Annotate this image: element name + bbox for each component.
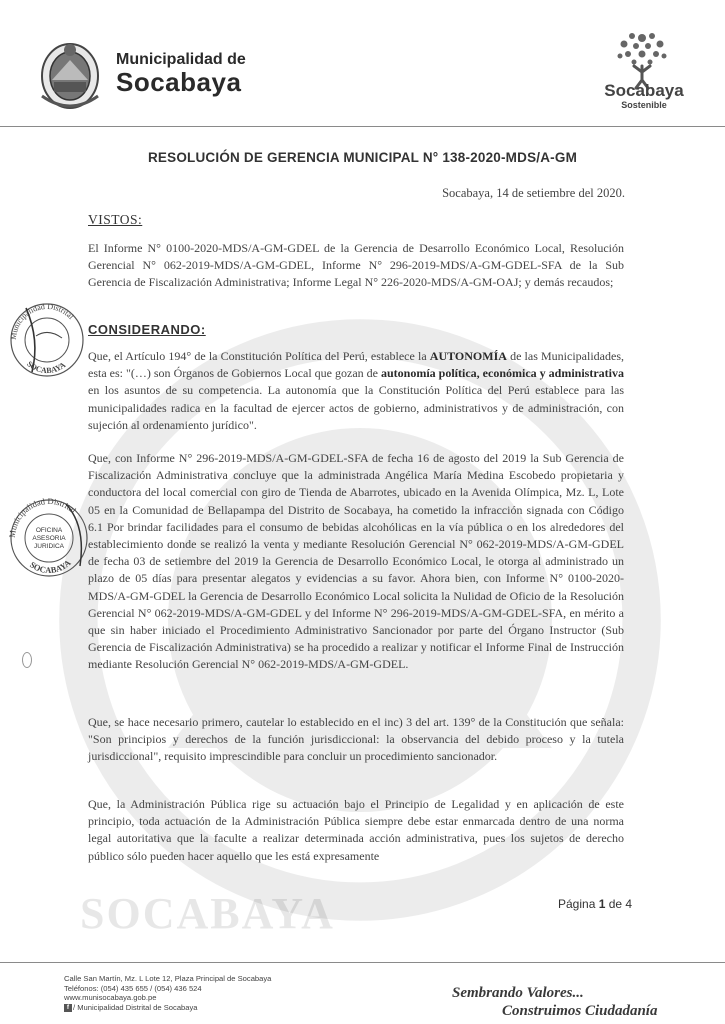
- considerando-paragraph-1: [88, 348, 624, 434]
- stamp1-top-text: Municipalidad Distrital: [8, 301, 76, 341]
- p1-bold-autonomia: AUTONOMÍA: [429, 349, 507, 363]
- footer-contact: [64, 974, 271, 1012]
- municipal-crest-icon: [36, 36, 104, 112]
- considerando-heading: CONSIDERANDO:: [88, 322, 206, 337]
- footer-address: Calle San Martín, Mz. L Lote 12, Plaza Principal de Socabaya: [64, 974, 272, 983]
- stamp2-inner-line2: ASESORIA: [32, 535, 66, 542]
- slogan-line2: Construimos Ciudadanía: [502, 1003, 658, 1019]
- footer-slogan: [452, 984, 702, 1020]
- p1-text-b: de las Municipalidades, esta es: "(…) son Órganos de Gobiernos Local que gozan de: [88, 349, 624, 381]
- stamp2-inner-line1: OFICINA: [35, 527, 63, 534]
- socabaya-sostenible-text: [594, 82, 694, 110]
- facebook-icon: f: [64, 1004, 72, 1012]
- legal-stamp-2: [6, 496, 92, 578]
- considerando-paragraph-3: Que, se hace necesario primero, cautelar lo establecido en el inc) 3 del art. 139° de la Constitución que señala: "Son principios y derechos de la función jurisdiccional: la observancia del debido proceso y la tutela jurisdiccional", requisito imprescindible para concluir un procedimiento sancionador.: [88, 715, 624, 764]
- sostenible-logo-name: Socabaya: [604, 81, 684, 100]
- municipality-name-line1: Municipalidad de: [116, 51, 246, 68]
- vistos-paragraph: El Informe N° 0100-2020-MDS/A-GM-GDEL de la Gerencia de Desarrollo Económico Local, Resolución Gerencial N° 062-2019-MDS/A-GM-GDEL, Informe N° 296-2019-MDS/A-GM-GDEL-SFA de la Sub Gerencia de Fiscalización Administrativa; Informe Legal N° 226-2020-MDS/A-GM-OAJ; y demás recaudos;: [88, 241, 624, 290]
- p1-bold-autonomia-politica: autonomía política, económica y administrativa: [380, 366, 624, 381]
- svg-text:Municipalidad Distrital: [9, 302, 76, 340]
- page-number-total: 4: [625, 897, 633, 911]
- footer-facebook-row: [64, 1003, 271, 1013]
- footer-phones: Teléfonos: (054) 435 655 / (054) 436 524: [64, 983, 202, 993]
- slogan-line1: Sembrando Valores...: [452, 985, 584, 1001]
- considerando-paragraph-2: Que, con Informe N° 296-2019-MDS/A-GM-GDEL-SFA de fecha 16 de agosto del 2019 la Sub Gerencia de Fiscalización Administrativa concluye que la administrada Angélica María Medina Escobedo propietaria y conductora del local comercial con giro de Tienda de Abarrotes, ubicado en la Avenida Olímpica, Mz. L, Lote 05 en la Comunidad de Bellapampa del Distrito de Socabaya, ha cometido la infracción signada con Código 6.1 Por brindar facilidades para el consumo de bebidas alcohólicas en la vía pública o en los alrededores del establecimiento donde se realizó la venta y mediante Resolución Gerencial N° 062-2019-MDS/A-GM-GDEL de fecha 03 de setiembre del 2019 la Gerencia de Desarrollo Económico Local, le otorga al administrado un plazo de 05 días para presentar alegatos y evidencias a su favor. Ahora bien, con Informe N° 0100-2020-MDS/A-GM-GDEL la Gerencia de Desarrollo Económico Local solicita la Nulidad de Oficio de la Resolución Gerencial N° 062-2019-MDS/A-GM-GDEL y del Informe N° 296-2019-MDS/A-GM-GDEL-SFA, en mérito a que sin haber iniciado el Procedimiento Administrativo Sancionador por parte del Órgano Instructor (Sub Gerencia de Fiscalización Administrativa) se ha procedido a realizar y notificar el Informe Final de Instrucción mediante Resolución Gerencial N° 062-2019-MDS/A-GM-GDEL.: [88, 451, 624, 672]
- page-number: [558, 897, 632, 911]
- vistos-heading: VISTOS:: [88, 212, 143, 227]
- resolution-date: Socabaya, 14 de setiembre del 2020.: [442, 186, 625, 200]
- legal-stamp-1: [6, 300, 88, 378]
- footer-divider: [0, 962, 725, 963]
- header-divider: [0, 126, 725, 127]
- p1-text-c: en los asuntos de su competencia. La autonomía que la Constitución Política del Perú establece para las municipalidades radica en la facultad de ejercer actos de gobierno, administrativos y de administración, con sujeción al ordenamiento jurídico".: [88, 383, 624, 432]
- watermark-text: SOCABAYA: [80, 889, 335, 938]
- stamp1-bottom-text: SOCABAYA: [25, 359, 68, 376]
- stamp2-top-text: Municipalidad Distrital: [6, 496, 79, 539]
- page-number-current: 1: [598, 897, 606, 911]
- page-number-sep: de: [605, 897, 626, 911]
- footer-website: www.munisocabaya.gob.pe: [64, 993, 157, 1003]
- considerando-paragraph-4: Que, la Administración Pública rige su actuación bajo el Principio de Legalidad y en aplicación de este principio, toda actuación de la Administración Pública siempre debe estar enmarcada dentro de una norma legal autoritativa que la faculte a realizar determinada acción administrativa, pues los sujetos de derecho público sólo pueden hacer aquello que les está expresamente: [88, 797, 624, 863]
- resolution-title: RESOLUCIÓN DE GERENCIA MUNICIPAL N° 138-2020-MDS/A-GM: [147, 150, 578, 165]
- punch-hole: [22, 652, 32, 668]
- page-number-prefix: Página: [558, 897, 599, 911]
- sostenible-logo-tagline: Sostenible: [621, 100, 667, 110]
- p1-text-a: Que, el Artículo 194° de la Constitución Política del Perú, establece la: [88, 349, 430, 363]
- footer-facebook: / Municipalidad Distrital de Socabaya: [73, 1002, 198, 1012]
- municipality-name-line2: Socabaya: [116, 67, 242, 97]
- stamp2-bottom-text: SOCABAYA: [28, 557, 73, 576]
- stamp2-inner-line3: JURIDICA: [34, 543, 64, 550]
- municipality-name: [116, 52, 246, 96]
- letterhead: [0, 0, 725, 128]
